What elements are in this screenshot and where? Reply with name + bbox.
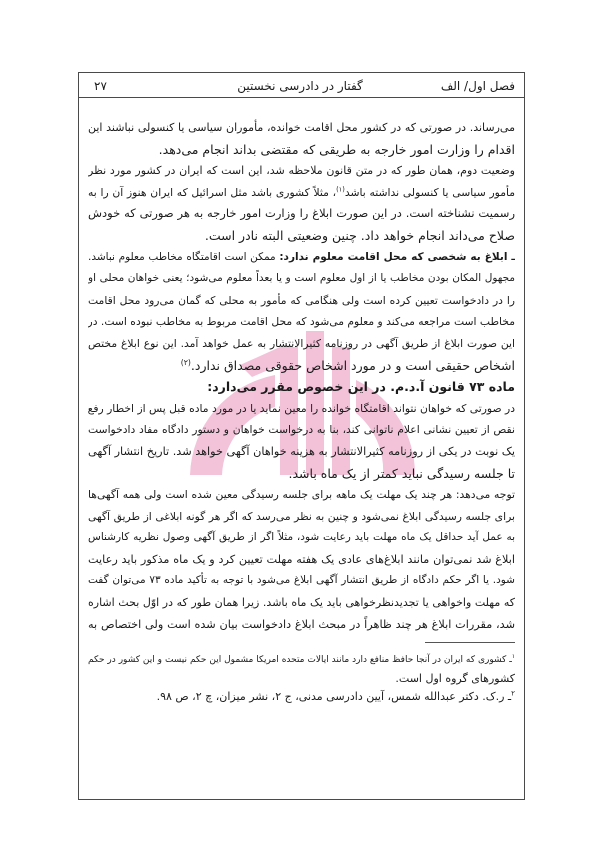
line-text: در صورتی که خواهان نتواند اقامتگاه خوانده را معین نماید یا در مورد ماده قبل پس از اخطار رفع: [88, 401, 515, 415]
line-text: صلاح می‌داند انجام خواهد داد. چنین وضعیتی البته نادر است.: [204, 227, 515, 243]
body-text: [88, 117, 515, 635]
body-line: [88, 570, 515, 592]
section-heading: ـ ابلاغ به شخصی که محل اقامت معلوم ندارد:: [279, 250, 515, 263]
line-text: ابلاغ شد نمی‌توان مانند ابلاغ‌های عادی یک هفته مهلت تعیین کرد و یک ماه مذکور باید رعایت: [88, 552, 515, 566]
body-line: [88, 419, 515, 441]
line-text: توجه می‌دهد: هر چند یک مهلت یک ماهه برای جلسه رسیدگی معین شده است ولی همه آگهی‌ها: [88, 488, 515, 502]
footnotes: [88, 651, 515, 707]
line-text: شود. یا اگر حکم دادگاه از طریق انتشار آگهی ابلاغ می‌شود با توجه به تأکید ماده ۷۳ می‌توان گفت: [88, 574, 515, 587]
footnote-text: کشورهای گروه اول است.: [395, 671, 515, 685]
line-text: ممکن است اقامتگاه مخاطب معلوم نباشد.: [88, 250, 280, 263]
running-head-chapter: فصل اول/ الف: [440, 79, 515, 93]
line-text: که مهلت واخواهی یا تجدیدنظرخواهی باید یک ماه باشد. زیرا همان طور که در اوّل بحث اشاره: [88, 596, 515, 610]
line-text: مخاطب است مراجعه می‌کند و معلوم می‌شود که محل اقامت مربوط به مخاطب نبوده است. در: [88, 315, 515, 329]
line-text: به عمل آید حداقل یک ماه مهلت باید رعایت شود، مثلاً اگر از طریق آگهی وصول نظریه کارشناس: [88, 531, 515, 544]
body-line: [88, 268, 515, 290]
body-line: [88, 139, 515, 161]
running-head-title: گفتار در دادرسی نخستین: [237, 79, 363, 93]
footnote-line: [88, 651, 515, 670]
footnote-marker: ۲: [511, 688, 515, 698]
line-text: وضعیت دوم، همان طور که در متن قانون ملاحظه شد، این است که ایران در کشور مورد نظر: [88, 164, 515, 178]
footnote-text: ـ ر.ک. دکتر عبدالله شمس، آیین دادرسی مدنی، ج ۲، نشر میزان، چ ۲، ص ۹۸.: [156, 690, 512, 703]
body-line: [88, 203, 515, 225]
footnote-reference: (۱): [336, 185, 345, 194]
line-text: اشخاص حقیقی است و در مورد اشخاص حقوقی مصداق ندارد.: [190, 357, 515, 373]
body-line: [88, 117, 515, 139]
body-line: [88, 225, 515, 247]
line-text: می‌رساند. در صورتی که در کشور محل اقامت خوانده، مأموران سیاسی یا کنسولی نباشند این: [88, 121, 515, 134]
article-heading: ماده ۷۳ قانون آ.د.م. در این خصوص مقرر می‌دارد:: [207, 379, 515, 395]
body-line: [88, 484, 515, 506]
body-line: [88, 614, 515, 636]
body-line: [88, 376, 515, 398]
body-line: [88, 247, 515, 269]
line-text: شد، مقررات ابلاغ هر چند ظاهراً در مبحث ابلاغ دادخواست بیان شده است ولی اختصاص به: [88, 617, 515, 631]
line-text: نقص از تعیین نشانی اعلام ناتوانی کند، بنا به درخواست خواهان و دستور دادگاه مفاد دادخواست: [88, 423, 515, 437]
line-text: رسمیت نشناخته است. در این صورت ابلاغ را وزارت امور خارجه به هر صورتی که خودش: [88, 206, 515, 221]
body-line: [88, 398, 515, 420]
body-line: [88, 592, 515, 614]
line-text: را در دادخواست تعیین کرده است ولی هنگامی که مأمور به محلی که گمان می‌رود محل اقامت: [88, 293, 515, 307]
line-text: تا جلسه رسیدگی نباید کمتر از یک ماه باشد.: [288, 465, 515, 481]
line-text: مأمور سیاسی یا کنسولی نداشته باشد: [344, 185, 515, 199]
page-number: ۲۷: [94, 79, 107, 93]
body-line: [88, 463, 515, 485]
line-text: اقدام را وزارت امور خارجه به طریقی که مقتضی بداند انجام می‌دهد.: [158, 141, 515, 157]
footnote-text: ـ کشوری که ایران در آنجا حافظ منافع دارد مانند ایالات متحده امریکا مشمول این حکم نیست و این کشور در حکم: [88, 655, 512, 665]
footnote-marker: ۱: [511, 654, 515, 660]
header-divider: [78, 97, 525, 98]
line-text: یک نوبت در یکی از روزنامه کثیرالانتشار به هزینه خواهان آگهی خواهد شد. تاریخ انتشار آگهی: [88, 444, 515, 458]
body-line: [88, 506, 515, 528]
body-line: [88, 160, 515, 182]
line-text: برای جلسه رسیدگی ابلاغ نمی‌شود و چنین به نظر می‌رسد که اگر هر گونه ابلاغی از طریق آگهی: [88, 509, 515, 523]
body-line: [88, 355, 515, 377]
footnote-line: [88, 688, 515, 707]
body-line: [88, 290, 515, 312]
body-line: [88, 182, 515, 204]
body-line: [88, 527, 515, 549]
line-text: این صورت ابلاغ از طریق آگهی در روزنامه کثیرالانتشار به عمل خواهد آمد. این نوع ابلاغ مختص: [88, 336, 515, 350]
footnote-separator: [425, 642, 515, 643]
line-text: ، مثلاً کشوری باشد مثل اسرائیل که ایران هنوز آن را به: [88, 185, 337, 199]
footnote-reference: (۲): [180, 357, 191, 367]
body-line: [88, 441, 515, 463]
body-line: [88, 333, 515, 355]
body-line: [88, 549, 515, 571]
footnote-line: [88, 670, 515, 689]
line-text: مجهول المکان بودن مخاطب یا از اول معلوم است و یا بعداً معلوم می‌شود؛ یعنی خواهان محلی او: [88, 272, 515, 285]
body-line: [88, 311, 515, 333]
